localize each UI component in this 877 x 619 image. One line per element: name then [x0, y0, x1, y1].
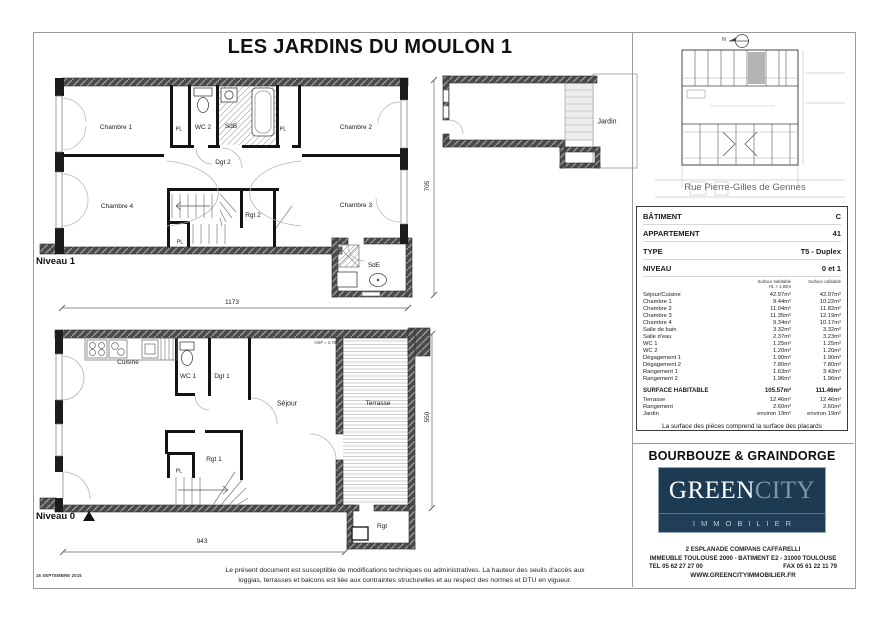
surface-utilisable: 1.90m² [822, 355, 841, 362]
niveau0-label: Niveau 0 [36, 511, 95, 521]
col2-title: Surface utilisable [808, 279, 841, 284]
surface-utilisable: 7.80m² [822, 362, 841, 369]
room-label-pl-2: PL [279, 126, 287, 133]
surface-row [643, 334, 841, 341]
room-label-rgt2: Rgt 2 [245, 211, 261, 219]
surface-note: La surface des pièces comprend la surface des placards [662, 422, 822, 430]
room-label-chambre3: Chambre 3 [339, 201, 373, 209]
address-line1: 2 ESPLANADE COMPANS CAFFARELLI [685, 546, 801, 553]
info-header-value: C [835, 211, 841, 221]
dim-943: 943 [196, 537, 208, 545]
surface-utilisable: 10.17m² [819, 320, 841, 327]
surface-row [643, 355, 841, 362]
room-label-sdb: SdB [224, 122, 238, 130]
surface-row [643, 306, 841, 313]
surface-room: Rangement [643, 403, 673, 410]
surface-row [643, 404, 841, 411]
surface-utilisable: 10.22m² [819, 298, 841, 305]
surface-room: WC 1 [643, 341, 658, 348]
surface-room: Dégagement 2 [643, 362, 682, 369]
surface-room: WC 2 [643, 348, 658, 355]
surface-utilisable: 1.96m² [822, 376, 841, 383]
surface-row [643, 397, 841, 404]
info-header-row [643, 207, 841, 225]
room-label-chambre1: Chambre 1 [99, 123, 133, 131]
surface-row [643, 313, 841, 320]
total-habitable: 105.57m² [764, 387, 791, 395]
col1-subtitle: Ht. > 1.80m [768, 283, 791, 289]
niveau1-floorplan [30, 66, 442, 314]
room-label-dgt1: Dgt 1 [214, 372, 230, 380]
surface-room: Salle d'eau [643, 334, 672, 341]
dim-1173: 1173 [225, 298, 239, 306]
dim-550: 550 [423, 411, 431, 423]
rgt-step [352, 527, 368, 540]
surface-room: Rangement 1 [643, 369, 678, 376]
room-label-pl-0: PL [175, 468, 183, 475]
surface-utilisable: 12.19m² [819, 313, 841, 320]
surface-room: Chambre 2 [643, 305, 672, 312]
surface-rows [643, 292, 841, 384]
surface-habitable: 1.90m² [772, 355, 791, 362]
surface-habitable: 11.35m² [770, 313, 791, 320]
surface-utilisable: 11.82m² [820, 305, 841, 312]
date-stamp: 16 SEPTEMBRE 2015 [36, 573, 82, 578]
room-label-cuisine: Cuisine [117, 358, 139, 366]
surface-row [643, 341, 841, 348]
surface-habitable: 3.32m² [772, 327, 791, 334]
stairs-niveau0 [176, 472, 248, 505]
surface-habitable: 1.20m² [772, 348, 791, 355]
info-header-row [643, 225, 841, 243]
room-label-sejour: Séjour [276, 400, 298, 408]
architect-name: BOURBOUZE & GRAINDORGE [648, 449, 836, 463]
surface-row [643, 369, 841, 376]
surface-room: Rangement 2 [643, 376, 678, 383]
surface-habitable: 2.37m² [772, 334, 791, 341]
annex-door-swing [449, 120, 463, 134]
disclaimer [75, 566, 735, 585]
logo-wordmark [659, 468, 825, 513]
surface-room: Salle de bain [643, 327, 677, 334]
surface-row [643, 411, 841, 418]
room-label-wc2: WC 2 [194, 123, 212, 131]
info-header-rows [643, 207, 841, 277]
room-label-wc1: WC 1 [179, 372, 197, 380]
surface-row [643, 362, 841, 369]
surface-room: Chambre 1 [643, 298, 672, 305]
room-label-dgt2: Dgt 2 [215, 158, 231, 166]
total-utilisable: 111.46m² [815, 387, 841, 395]
surface-row [643, 348, 841, 355]
phone-number: TEL 05 62 27 27 00 [649, 563, 703, 571]
fax-number: FAX 05 61 22 11 79 [783, 563, 837, 571]
greencity-logo [658, 467, 826, 533]
room-label-rgt1: Rgt 1 [206, 455, 222, 463]
surface-habitable: 11.04m² [770, 305, 791, 312]
room-label-rgt: Rgt [376, 522, 388, 530]
hsp-annotation: HSP = 2.78m [314, 339, 340, 345]
niveau1-label: Niveau 1 [36, 256, 76, 267]
unit-highlight [748, 52, 765, 84]
surface-utilisable: 1.20m² [822, 348, 841, 355]
col1-title: Surface habitable [757, 279, 791, 284]
surface-utilisable: 3.23m² [822, 334, 841, 341]
surface-column-headers [643, 280, 841, 290]
surface-row [643, 299, 841, 306]
building-outline [682, 50, 798, 165]
surface-room: Chambre 3 [643, 313, 672, 320]
logo-green: GREEN [668, 476, 755, 504]
surface-habitable: 9.44m² [772, 298, 791, 305]
info-header-label: BÂTIMENT [643, 211, 682, 221]
info-header-value: 41 [832, 229, 841, 238]
kitchen-fixtures [85, 338, 177, 360]
address-line2: IMMEUBLE TOULOUSE 2000 - BATIMENT E2 - 31000 TOULOUSE [649, 554, 837, 562]
surface-utilisable: 1.25m² [822, 341, 841, 348]
extra-surface-rows [643, 397, 841, 418]
room-label-chambre4: Chambre 4 [100, 202, 134, 210]
room-label-pl-1: PL [175, 126, 183, 133]
surface-habitable: 42.97m² [769, 291, 791, 298]
surface-habitable: 12.46m² [769, 396, 791, 403]
exterior-stairs [565, 83, 593, 140]
surface-room: Séjour/Cuisine [643, 291, 681, 298]
door-swings [62, 356, 336, 499]
dim-705: 705 [423, 180, 431, 192]
info-header-label: APPARTEMENT [643, 229, 700, 238]
room-label-terrasse: Terrasse [365, 399, 391, 407]
surface-room: Terrasse [643, 396, 666, 403]
jardin-label: Jardin [597, 118, 617, 126]
info-header-row [643, 242, 841, 260]
surface-utilisable: 3.32m² [822, 327, 841, 334]
info-header-value: 0 et 1 [821, 264, 841, 273]
info-header-label: NIVEAU [643, 264, 672, 273]
info-header-row [643, 260, 841, 278]
wc1-toilet [180, 342, 194, 366]
surface-row [643, 292, 841, 299]
surface-habitable: 9.34m² [772, 320, 791, 327]
entrance-marker-icon [83, 511, 95, 521]
surface-utilisable: 2.60m² [822, 403, 841, 410]
surface-row [643, 327, 841, 334]
surface-habitable: environ 19m² [757, 410, 791, 417]
surface-utilisable: 42.97m² [819, 291, 841, 298]
surface-habitable: 1.96m² [772, 376, 791, 383]
surface-habitable: 1.25m² [772, 341, 791, 348]
surface-room: Dégagement 1 [643, 355, 682, 362]
surface-habitable: 7.80m² [772, 362, 791, 369]
surface-room: Chambre 4 [643, 320, 672, 327]
website-url: WWW.GREENCITYIMMOBILIER.FR [690, 571, 796, 579]
room-label-pl-3: PL [176, 239, 184, 246]
surface-habitable: 2.60m² [772, 403, 791, 410]
right-panel-divider [632, 443, 854, 444]
surface-utilisable: 3.43m² [822, 369, 841, 376]
site-plan [645, 28, 855, 200]
surface-utilisable: 12.46m² [819, 396, 841, 403]
surface-row [643, 320, 841, 327]
stairs-niveau1 [172, 194, 236, 244]
page-title: LES JARDINS DU MOULON 1 [227, 36, 513, 58]
apartment-info-table [636, 206, 848, 431]
room-label-sde: SdE [367, 261, 381, 269]
info-header-label: TYPE [643, 246, 663, 256]
disclaimer-line1: Le présent document est susceptible de modifications techniques ou administratives. La hauteur des seuils d'accès aux [225, 567, 585, 574]
logo-subtitle: IMMOBILIER [659, 513, 825, 532]
disclaimer-line2: loggias, terrasses et balcons est liée aux contraintes structurelles et au respect des normes et DTU en vigueur. [238, 576, 572, 584]
total-label: SURFACE HABITABLE [643, 387, 709, 395]
surface-utilisable: environ 19m² [807, 410, 841, 417]
surface-habitable: 1.63m² [772, 369, 791, 376]
surface-row [643, 376, 841, 383]
terrasse-decking [343, 338, 408, 505]
room-label-chambre2: Chambre 2 [339, 123, 373, 131]
north-arrow-icon [729, 35, 749, 48]
info-header-value: T5 - Duplex [800, 246, 841, 256]
street-name: Rue Pierre-Gilles de Gennes [684, 182, 806, 193]
surface-total-row [643, 387, 841, 394]
surface-room: Jardin [643, 410, 659, 417]
logo-city: CITY [754, 476, 816, 504]
north-label: N [722, 37, 726, 43]
